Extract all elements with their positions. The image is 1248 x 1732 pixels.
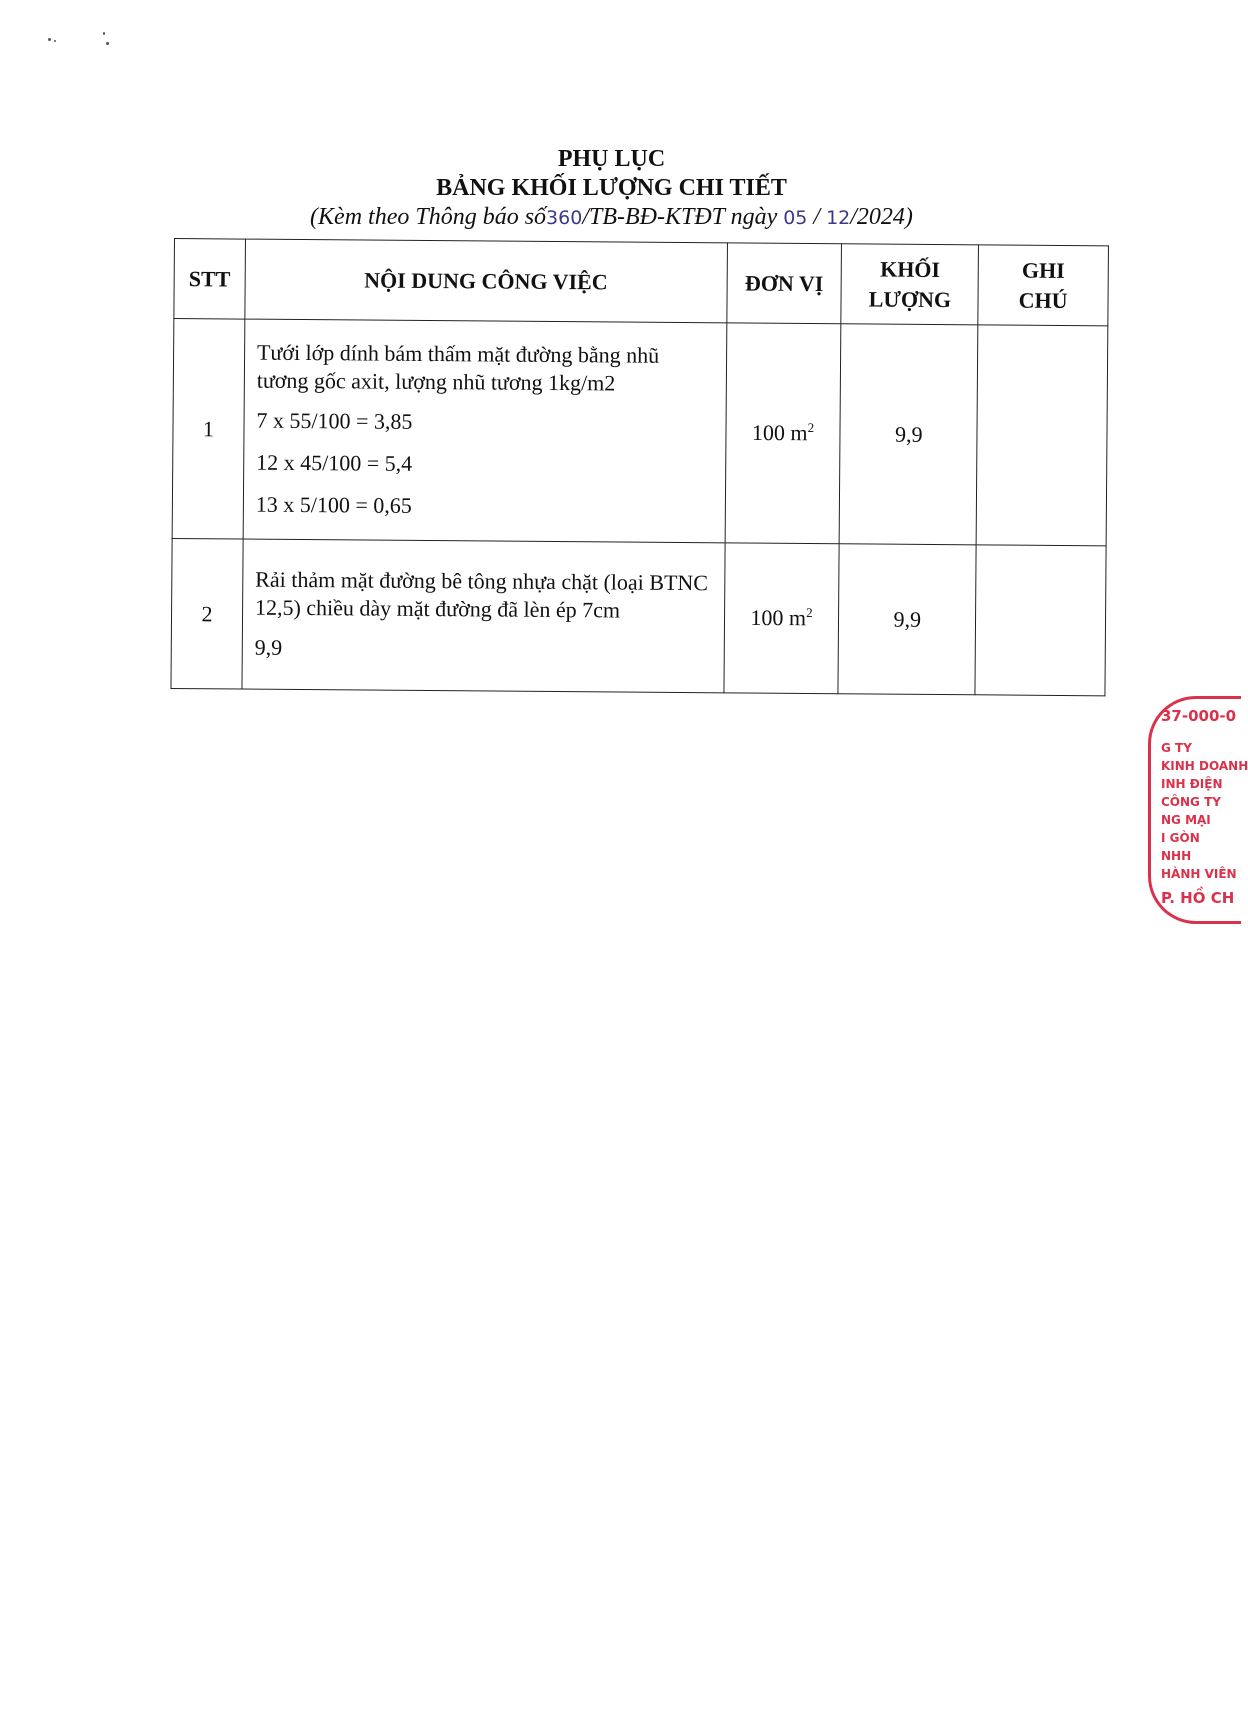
table-header-row [174, 239, 1109, 326]
scan-specks [48, 30, 128, 60]
table-row [172, 319, 1108, 546]
ref-middle: /TB-BĐ-KTĐT ngày [582, 204, 778, 230]
row-unit-base: 100 m [750, 605, 807, 631]
document-reference [0, 204, 1223, 231]
row-unit [725, 323, 842, 544]
row-calc-line: 7 x 55/100 = 3,85 [256, 407, 413, 434]
row-note [975, 545, 1106, 696]
stamp-line: CÔNG TY [1161, 795, 1221, 809]
row-quantity: 9,9 [840, 324, 979, 545]
stamp-line: P. HỒ CH [1161, 889, 1235, 907]
ref-month: 12 [826, 207, 851, 229]
row-quantity: 9,9 [838, 544, 976, 695]
row-unit-base: 100 m [751, 420, 808, 446]
row-stt: 1 [172, 319, 245, 540]
row-content [242, 539, 725, 693]
volume-table [170, 238, 1109, 696]
row-calc-line: 9,9 [254, 634, 283, 660]
ref-year: /2024) [850, 204, 913, 230]
col-header-note [978, 245, 1108, 326]
stamp-line: NHH [1161, 849, 1192, 863]
ref-day: 05 [783, 207, 808, 229]
row-calc-line: 12 x 45/100 = 5,4 [256, 449, 413, 476]
col-header-unit: ĐƠN VỊ [726, 243, 841, 324]
stamp-line: G TY [1161, 741, 1192, 755]
stamp-line: I GÒN [1161, 831, 1200, 845]
ref-sep: / [813, 204, 821, 230]
stamp-line: HÀNH VIÊN [1161, 867, 1237, 881]
company-seal-stamp [1148, 696, 1248, 924]
stamp-line: INH ĐIỆN [1161, 777, 1223, 791]
document-title: PHỤ LỤC [557, 146, 666, 172]
col-header-note-line1: GHI [1021, 257, 1065, 283]
stamp-line: NG MẠI [1161, 813, 1211, 827]
row-description: Tưới lớp dính bám thấm mặt đường bằng nhũ tương gốc axit, lượng nhũ tương 1kg/m2 [256, 339, 660, 395]
document-subtitle: BẢNG KHỐI LƯỢNG CHI TIẾT [436, 175, 787, 201]
col-header-note-line2: CHÚ [1018, 287, 1068, 313]
row-stt: 2 [171, 538, 243, 689]
ref-prefix: (Kèm theo Thông báo số [310, 204, 547, 230]
col-header-content: NỘI DUNG CÔNG VIỆC [245, 239, 727, 323]
row-unit [724, 543, 840, 694]
stamp-line: 37-000-0 [1161, 707, 1237, 725]
row-description: Rải thảm mặt đường bê tông nhựa chặt (loại BTNC 12,5) chiều dày mặt đường đã lèn ép 7cm [254, 566, 709, 623]
row-content [243, 319, 726, 543]
col-header-quantity [841, 244, 978, 325]
table-row [171, 538, 1106, 695]
row-calc-line: 13 x 5/100 = 0,65 [255, 491, 412, 518]
ref-number: 360 [546, 207, 583, 229]
col-header-quantity-line1: KHỐI [880, 256, 941, 282]
col-header-quantity-line2: LƯỢNG [868, 285, 952, 312]
row-unit-exponent: 2 [806, 605, 813, 621]
col-header-stt: STT [174, 239, 246, 320]
stamp-line: KINH DOANH [1161, 759, 1248, 773]
row-unit-exponent: 2 [807, 420, 815, 436]
row-note [976, 325, 1107, 546]
